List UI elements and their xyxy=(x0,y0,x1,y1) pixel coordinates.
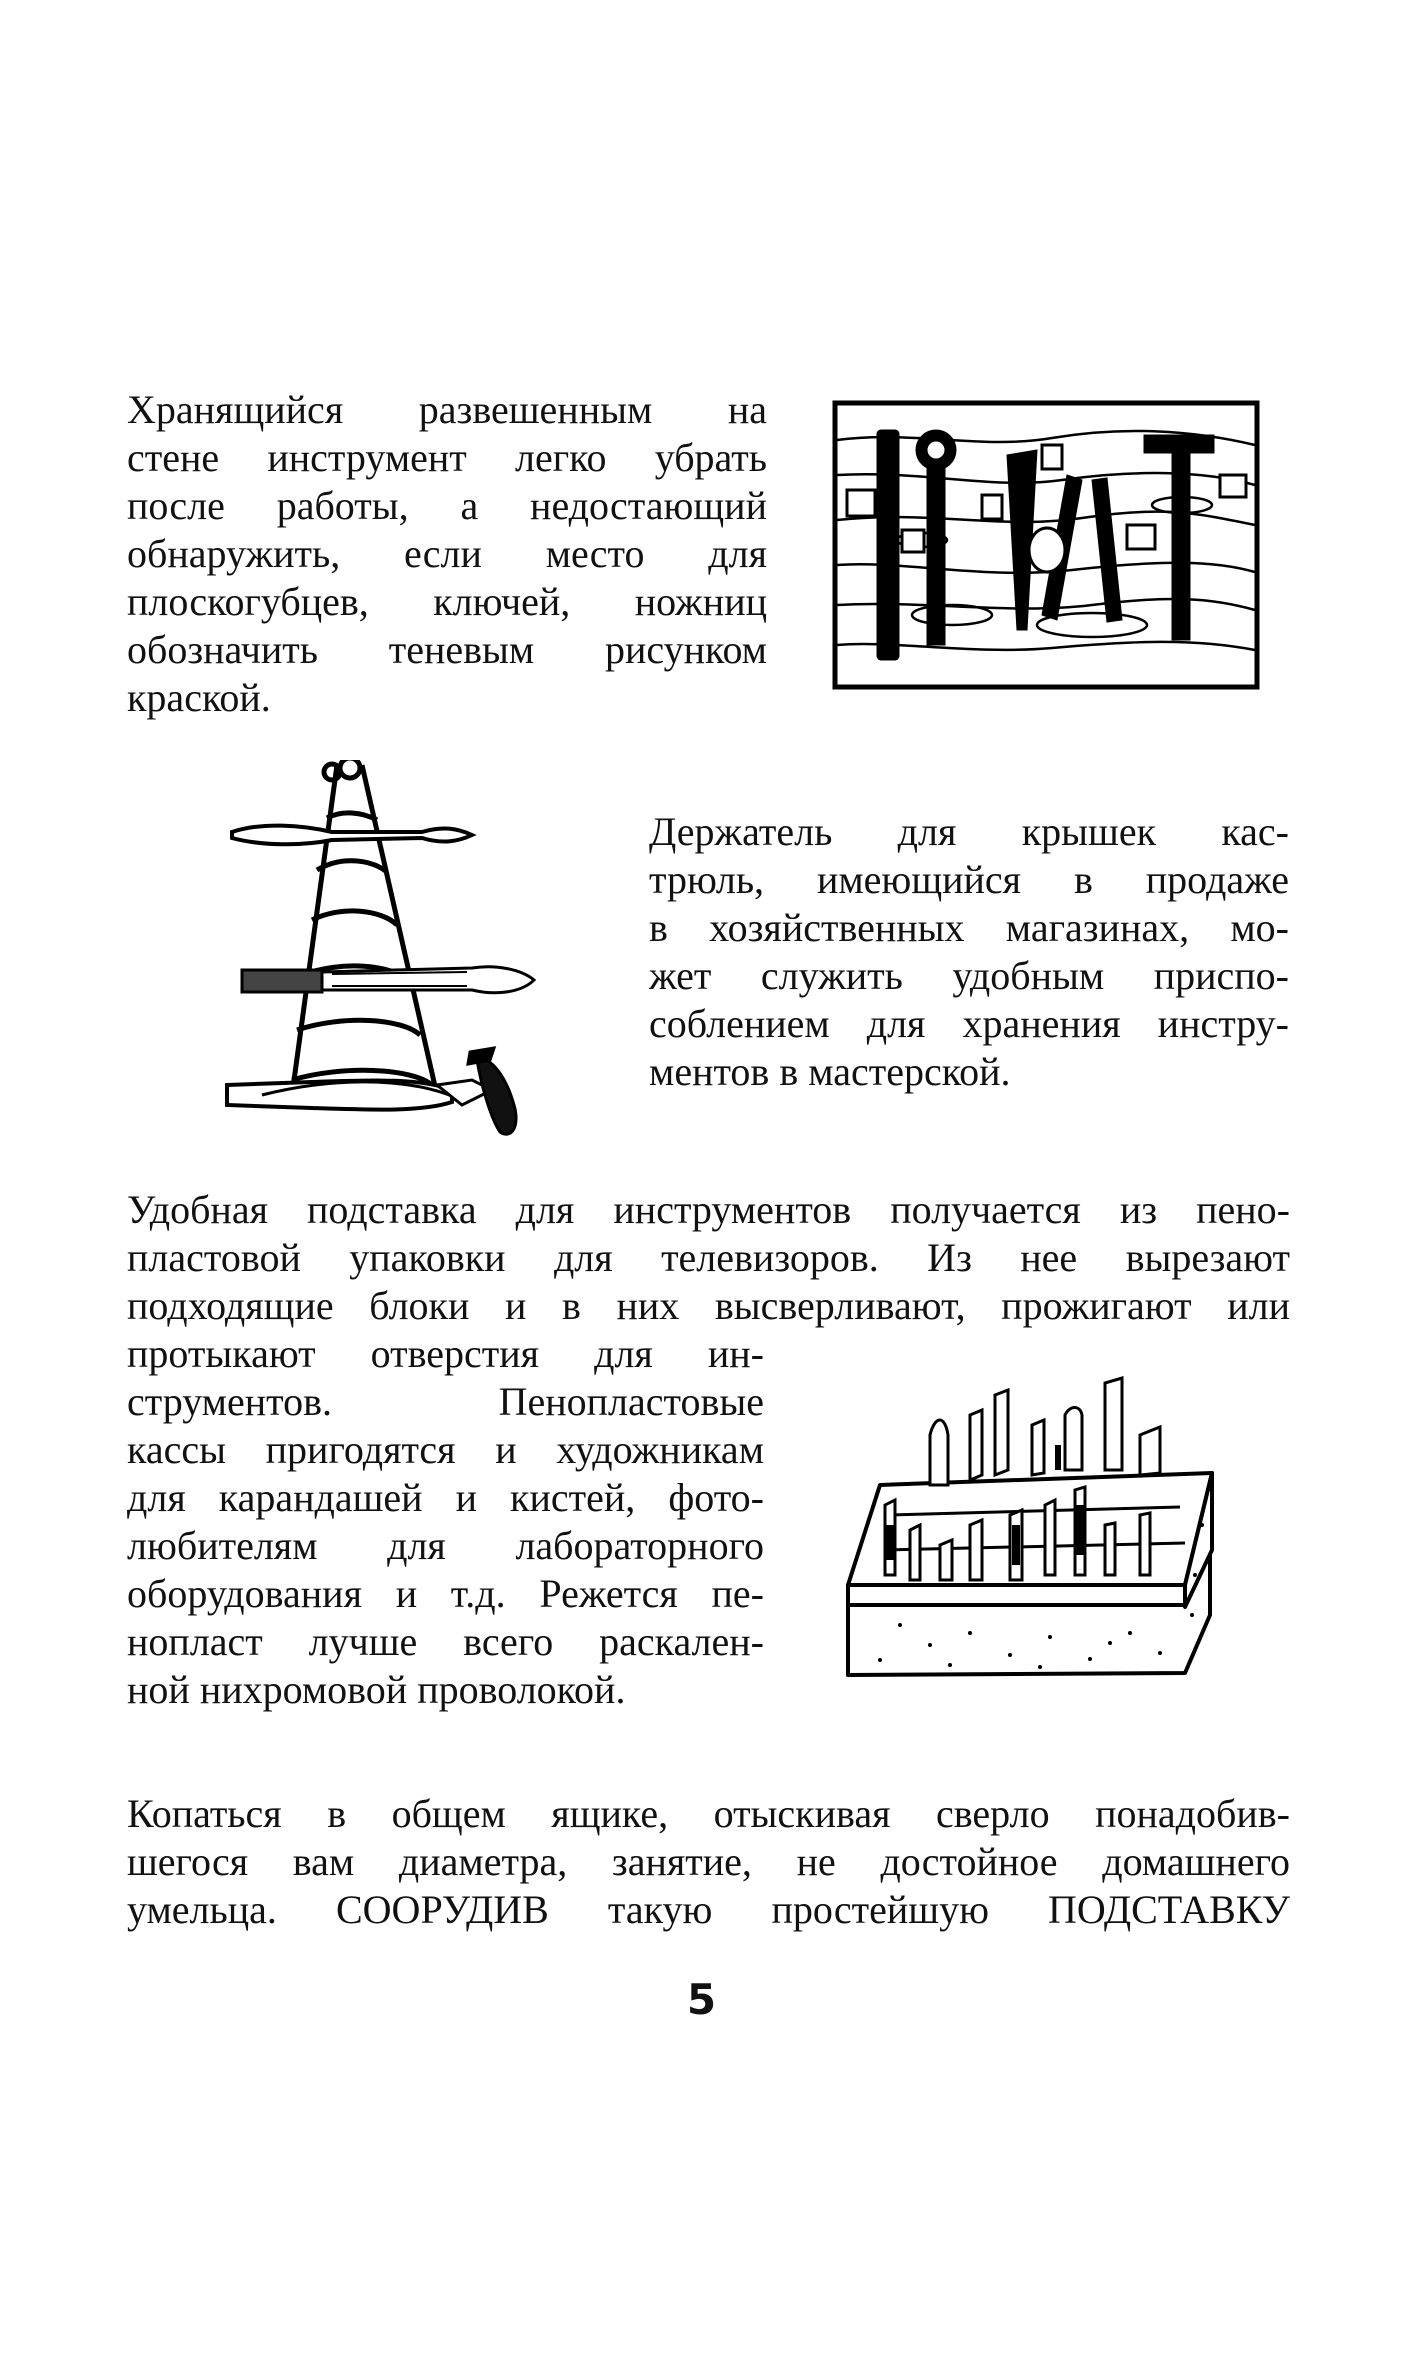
paragraph-lid-holder xyxy=(649,808,1289,1096)
text-line: обозначить теневым рисунком xyxy=(127,627,767,672)
text-line: пластовой упаковки для телевизоров. Из нее вырезают xyxy=(127,1235,1290,1280)
text-line: для карандашей и кистей, фото- xyxy=(127,1475,764,1520)
text-line: умельца. СООРУДИВ такую простейшую ПОДСТАВКУ xyxy=(127,1887,1290,1932)
paragraph-foam-stand xyxy=(127,1186,1290,1330)
paragraph-drill-stand xyxy=(127,1790,1290,1934)
text-line: обнаружить, если место для xyxy=(127,531,767,576)
text-line: шегося вам диаметра, занятие, не достойное домашнего xyxy=(127,1839,1290,1884)
text-line: Хранящийся развешенным на xyxy=(127,387,767,432)
text-line: соблением для хранения инстру- xyxy=(649,1001,1289,1046)
paragraph-foam-stand-cont xyxy=(127,1330,764,1714)
tool-wall-illustration xyxy=(832,400,1260,690)
lid-holder-illustration xyxy=(222,760,552,1140)
text-line: трюль, имеющийся в продаже xyxy=(649,857,1289,902)
foam-stand-illustration xyxy=(840,1375,1220,1685)
text-line: Держатель для крышек кас- xyxy=(649,809,1289,854)
paragraph-tool-wall xyxy=(127,386,767,722)
text-line: ментов в мастерской. xyxy=(649,1049,1011,1094)
text-line: стене инструмент легко убрать xyxy=(127,435,767,480)
text-line: плоскогубцев, ключей, ножниц xyxy=(127,579,767,624)
text-line: жет служить удобным приспо- xyxy=(649,953,1289,998)
text-line: подходящие блоки и в них высверливают, прожигают или xyxy=(127,1283,1290,1328)
text-line: Удобная подставка для инструментов получается из пено- xyxy=(127,1187,1290,1232)
page-number: 5 xyxy=(686,1975,717,2024)
text-line: нопласт лучше всего раскален- xyxy=(127,1619,764,1664)
text-line: ной нихромовой проволокой. xyxy=(127,1667,626,1712)
text-line: Копаться в общем ящике, отыскивая сверло понадобив- xyxy=(127,1791,1290,1836)
text-line: струментов. Пенопластовые xyxy=(127,1379,764,1424)
text-line: протыкают отверстия для ин- xyxy=(127,1331,764,1376)
text-line: любителям для лабораторного xyxy=(127,1523,764,1568)
text-line: в хозяйственных магазинах, мо- xyxy=(649,905,1289,950)
text-line: после работы, а недостающий xyxy=(127,483,767,528)
text-line: оборудования и т.д. Режется пе- xyxy=(127,1571,764,1616)
text-line: кассы пригодятся и художникам xyxy=(127,1427,764,1472)
text-line: краской. xyxy=(127,675,271,720)
